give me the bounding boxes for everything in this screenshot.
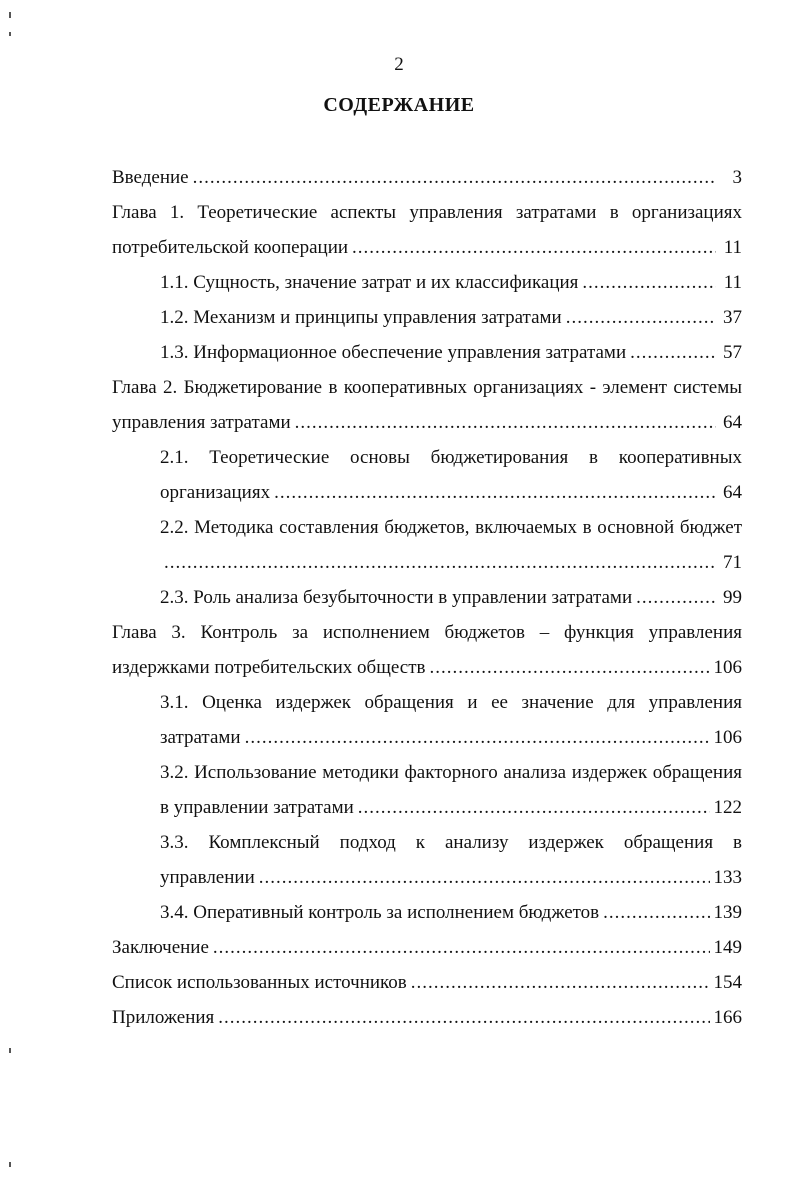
toc-entry-conclusion[interactable] xyxy=(112,930,742,965)
toc-entry-text: организациях xyxy=(160,482,271,503)
toc-entry-text: 2.2. Методика составления бюджетов, включаемых в основной бюджет xyxy=(160,517,742,538)
toc-entry-chapter-2-line2[interactable] xyxy=(112,405,742,440)
toc-entry-page: 166 xyxy=(713,1007,742,1028)
toc-entry-3-2-line1[interactable] xyxy=(160,755,742,790)
toc-entry-page: 11 xyxy=(723,272,742,293)
dot-leader xyxy=(582,265,716,300)
toc-entry-text: 3.2. Использование методики факторного анализа издержек обращения xyxy=(160,762,742,783)
page-number: 2 xyxy=(394,54,404,75)
toc-entry-introduction[interactable] xyxy=(112,160,742,195)
toc-entry-text: Глава 2. Бюджетирование в кооперативных организациях - элемент системы xyxy=(112,377,742,398)
toc-entry-2-1-line2[interactable] xyxy=(160,475,742,510)
toc-entry-3-1-line1[interactable] xyxy=(160,685,742,720)
table-of-contents xyxy=(112,160,742,1035)
dot-leader xyxy=(245,720,710,755)
toc-entry-page: 106 xyxy=(713,727,742,748)
toc-entry-text: управления затратами xyxy=(112,412,291,433)
toc-entry-text: Введение xyxy=(112,167,189,188)
toc-entry-2-2-line1[interactable] xyxy=(160,510,742,545)
scan-mark xyxy=(9,12,11,18)
toc-entry-1-2[interactable] xyxy=(160,300,742,335)
toc-entry-text: 3.4. Оперативный контроль за исполнением бюджетов xyxy=(160,902,600,923)
toc-entry-text: потребительской кооперации xyxy=(112,237,349,258)
toc-entry-page: 3 xyxy=(732,167,742,188)
toc-entry-page: 11 xyxy=(723,237,742,258)
page-title: СОДЕРЖАНИЕ xyxy=(323,94,475,116)
toc-entry-chapter-3-line2[interactable] xyxy=(112,650,742,685)
toc-entry-3-2-line2[interactable] xyxy=(160,790,742,825)
dot-leader xyxy=(274,475,716,510)
toc-entry-page: 71 xyxy=(723,552,742,573)
toc-entry-text: 3.3. Комплексный подход к анализу издержек обращения в xyxy=(160,832,742,853)
scan-mark xyxy=(9,1162,11,1167)
dot-leader xyxy=(636,580,716,615)
scan-mark xyxy=(9,32,11,36)
toc-entry-page: 99 xyxy=(723,587,742,608)
toc-entry-text: Глава 1. Теоретические аспекты управления затратами в организациях xyxy=(112,202,742,223)
dot-leader xyxy=(259,860,710,895)
toc-entry-page: 154 xyxy=(713,972,742,993)
dot-leader xyxy=(213,930,710,965)
scan-mark xyxy=(9,1048,11,1053)
toc-entry-text: 1.3. Информационное обеспечение управления затратами xyxy=(160,342,627,363)
dot-leader xyxy=(566,300,716,335)
toc-entry-page: 149 xyxy=(713,937,742,958)
toc-entry-text: 2.3. Роль анализа безубыточности в управлении затратами xyxy=(160,587,633,608)
dot-leader xyxy=(630,335,716,370)
dot-leader xyxy=(411,965,710,1000)
dot-leader xyxy=(352,230,716,265)
toc-entry-page: 57 xyxy=(723,342,742,363)
dot-leader xyxy=(429,650,709,685)
toc-entry-appendices[interactable] xyxy=(112,1000,742,1035)
toc-entry-text: затратами xyxy=(160,727,241,748)
toc-entry-references[interactable] xyxy=(112,965,742,1000)
toc-entry-text: издержками потребительских обществ xyxy=(112,657,426,678)
toc-entry-chapter-1-line1[interactable] xyxy=(112,195,742,230)
toc-entry-text: 1.2. Механизм и принципы управления затратами xyxy=(160,307,562,328)
toc-entry-2-3[interactable] xyxy=(160,580,742,615)
toc-entry-3-4[interactable] xyxy=(160,895,742,930)
toc-entry-text: управлении xyxy=(160,867,255,888)
toc-entry-text: в управлении затратами xyxy=(160,797,354,818)
toc-entry-chapter-2-line1[interactable] xyxy=(112,370,742,405)
toc-entry-chapter-1-line2[interactable] xyxy=(112,230,742,265)
toc-entry-1-1[interactable] xyxy=(160,265,742,300)
toc-entry-page: 37 xyxy=(723,307,742,328)
toc-entry-3-3-line1[interactable] xyxy=(160,825,742,860)
toc-entry-text: Заключение xyxy=(112,937,209,958)
dot-leader xyxy=(295,405,716,440)
toc-entry-page: 64 xyxy=(723,482,742,503)
dot-leader xyxy=(358,790,710,825)
toc-entry-page: 122 xyxy=(713,797,742,818)
toc-entry-3-1-line2[interactable] xyxy=(160,720,742,755)
dot-leader xyxy=(193,160,716,195)
toc-entry-text: Список использованных источников xyxy=(112,972,407,993)
dot-leader xyxy=(218,1000,709,1035)
toc-entry-text: Глава 3. Контроль за исполнением бюджетов – функция управления xyxy=(112,622,742,643)
toc-entry-2-1-line1[interactable] xyxy=(160,440,742,475)
toc-entry-page: 139 xyxy=(713,902,742,923)
toc-entry-text: 1.1. Сущность, значение затрат и их классификация xyxy=(160,272,579,293)
toc-entry-page: 133 xyxy=(713,867,742,888)
dot-leader xyxy=(603,895,709,930)
toc-entry-page: 64 xyxy=(723,412,742,433)
toc-entry-chapter-3-line1[interactable] xyxy=(112,615,742,650)
toc-entry-2-2-line2[interactable] xyxy=(160,545,742,580)
toc-entry-text: Приложения xyxy=(112,1007,215,1028)
toc-entry-1-3[interactable] xyxy=(160,335,742,370)
dot-leader xyxy=(164,545,716,580)
toc-entry-page: 106 xyxy=(713,657,742,678)
toc-entry-text: 2.1. Теоретические основы бюджетирования в кооперативных xyxy=(160,447,742,468)
toc-entry-3-3-line2[interactable] xyxy=(160,860,742,895)
toc-entry-text: 3.1. Оценка издержек обращения и ее значение для управления xyxy=(160,692,742,713)
